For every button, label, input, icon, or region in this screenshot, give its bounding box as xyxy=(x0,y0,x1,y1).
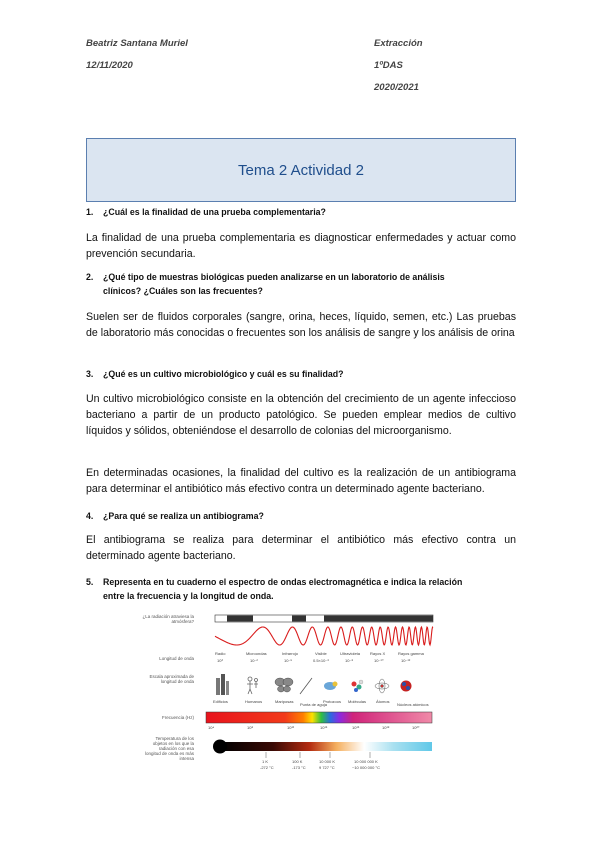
question-number: 3. xyxy=(86,369,94,379)
question-3 xyxy=(86,367,344,381)
wavelength-value: 10⁻⁵ xyxy=(284,658,293,663)
document-topic: Extracción xyxy=(374,38,423,49)
frequency-value: 10¹⁸ xyxy=(382,725,390,730)
temperature-celsius: -272 °C xyxy=(260,765,274,770)
object-label: Átomos xyxy=(376,699,390,704)
atomic-nucleus-icon xyxy=(401,681,412,692)
question-line: Representa en tu cuaderno el espectro de ondas electromagnética e indica la relación xyxy=(103,577,463,587)
question-number: 5. xyxy=(86,577,94,587)
question-text: ¿Para qué se realiza un antibiograma? xyxy=(103,511,264,521)
question-line: entre la frecuencia y la longitud de onda. xyxy=(103,591,274,601)
frequency-value: 10⁴ xyxy=(208,725,215,730)
band-label: Visible xyxy=(315,651,327,656)
question-text xyxy=(103,575,462,603)
object-label: Núcleos atómicos xyxy=(397,702,429,707)
frequency-value: 10⁸ xyxy=(247,725,254,730)
temperature-value: 10 000 000 K xyxy=(354,759,378,764)
answer-1: La finalidad de una prueba complementaria es diagnosticar enfermedades y actuar como prevención secundaria. xyxy=(86,232,516,261)
frequency-value: 10¹⁵ xyxy=(320,725,328,730)
author-name: Beatriz Santana Muriel xyxy=(86,38,188,49)
atom-icon xyxy=(375,679,389,693)
question-text: ¿Cuál es la finalidad de una prueba complementaria? xyxy=(103,207,326,217)
object-label: Edificios xyxy=(213,699,228,704)
band-label: Ultravioleta xyxy=(340,651,361,656)
row-label-frequency: Frecuencia (Hz) xyxy=(161,715,194,720)
question-2 xyxy=(86,270,445,298)
row-label-temperature: Temperatura de los objetos en los que la radiación con esa longitud de onda es más intensa xyxy=(144,736,194,761)
buildings-icon xyxy=(216,674,229,695)
protozoa-icon xyxy=(324,682,338,691)
frequency-bar xyxy=(206,712,432,723)
humans-icon xyxy=(247,677,258,694)
band-label: Rayos X xyxy=(370,651,386,656)
temperature-celsius: 9 727 °C xyxy=(319,765,335,770)
wavelength-value: 10⁻¹² xyxy=(401,658,411,663)
butterfly-icon xyxy=(275,678,293,692)
needle-icon xyxy=(300,678,312,694)
molecules-icon xyxy=(352,680,364,692)
academic-year: 2020/2021 xyxy=(374,82,419,93)
object-label: Moléculas xyxy=(348,699,367,704)
temperature-celsius: ~10 000 000 °C xyxy=(352,765,380,770)
wavelength-value: 0.5×10⁻⁶ xyxy=(313,658,330,663)
object-label: Mariposas xyxy=(275,699,294,704)
title-box xyxy=(86,138,516,202)
answer-3a: Un cultivo microbiológico consiste en la obtención del crecimiento de un agente infeccioso bacteriano a partir de un producto patológico. Se pueden emplear medios de cultivo líquidos y sólidos, obteniéndose el desarrollo de colonias del microorganismo. xyxy=(86,393,516,438)
temperature-bar xyxy=(220,742,432,751)
band-label: Rayos gamma xyxy=(398,651,424,656)
question-text: ¿Qué es un cultivo microbiológico y cuál es su finalidad? xyxy=(103,369,344,379)
question-number: 1. xyxy=(86,207,94,217)
em-spectrum-figure xyxy=(142,612,442,784)
temperature-value: 1 K xyxy=(262,759,269,764)
wavelength-value: 10⁻² xyxy=(250,658,258,663)
question-5 xyxy=(86,575,462,603)
band-label: Microondas xyxy=(246,651,267,656)
temperature-celsius: -173 °C xyxy=(292,765,306,770)
frequency-value: 10²⁰ xyxy=(412,725,420,730)
question-4 xyxy=(86,509,264,523)
question-line: clínicos? ¿Cuáles son las frecuentes? xyxy=(103,286,263,296)
temperature-value: 100 K xyxy=(292,759,303,764)
object-label: Protozoos xyxy=(323,699,342,704)
question-number: 2. xyxy=(86,272,94,282)
wavelength-value: 10³ xyxy=(217,658,223,663)
atmosphere-opaque-segment xyxy=(292,616,306,622)
band-label: Radio xyxy=(215,651,226,656)
course-name: 1ºDAS xyxy=(374,60,403,71)
answer-2: Suelen ser de fluidos corporales (sangre, orina, heces, líquido, semen, etc.) Las pruebas de laboratorio más conocidas o frecuentes son los análisis de sangre y los análisis de orina xyxy=(86,311,516,340)
question-text xyxy=(103,270,445,298)
temperature-value: 10 000 K xyxy=(319,759,336,764)
answer-3b: En determinadas ocasiones, la finalidad del cultivo es la realización de un antibiograma para determinar el antibiótico más efectivo contra un determinado agente bacteriano. xyxy=(86,467,516,496)
frequency-value: 10¹² xyxy=(287,725,295,730)
row-label-wavelength: Longitud de onda xyxy=(159,656,194,661)
page-title: Tema 2 Actividad 2 xyxy=(238,161,364,179)
question-number: 4. xyxy=(86,511,94,521)
atmosphere-opaque-segment xyxy=(324,616,433,622)
wavelength-value: 10⁻⁸ xyxy=(345,658,354,663)
answer-4: El antibiograma se realiza para determinar el antibiótico más efectivo contra un determinado agente bacteriano. xyxy=(86,534,516,563)
question-line: ¿Qué tipo de muestras biológicas pueden analizarse en un laboratorio de análisis xyxy=(103,272,445,282)
wave-curve xyxy=(215,627,433,645)
question-1 xyxy=(86,205,326,219)
band-label: Infrarrojo xyxy=(282,651,299,656)
object-label: Humanos xyxy=(245,699,263,704)
frequency-value: 10¹⁶ xyxy=(352,725,360,730)
row-label-atmosphere: ¿La radiación atraviesa la atmósfera? xyxy=(142,614,194,624)
atmosphere-opaque-segment xyxy=(227,616,253,622)
temperature-sphere xyxy=(213,740,227,754)
row-label-scale: Escala aproximada de longitud de onda xyxy=(149,674,194,684)
wavelength-value: 10⁻¹⁰ xyxy=(374,658,384,663)
object-label: Punta de aguja xyxy=(300,702,327,707)
document-date: 12/11/2020 xyxy=(86,60,133,71)
